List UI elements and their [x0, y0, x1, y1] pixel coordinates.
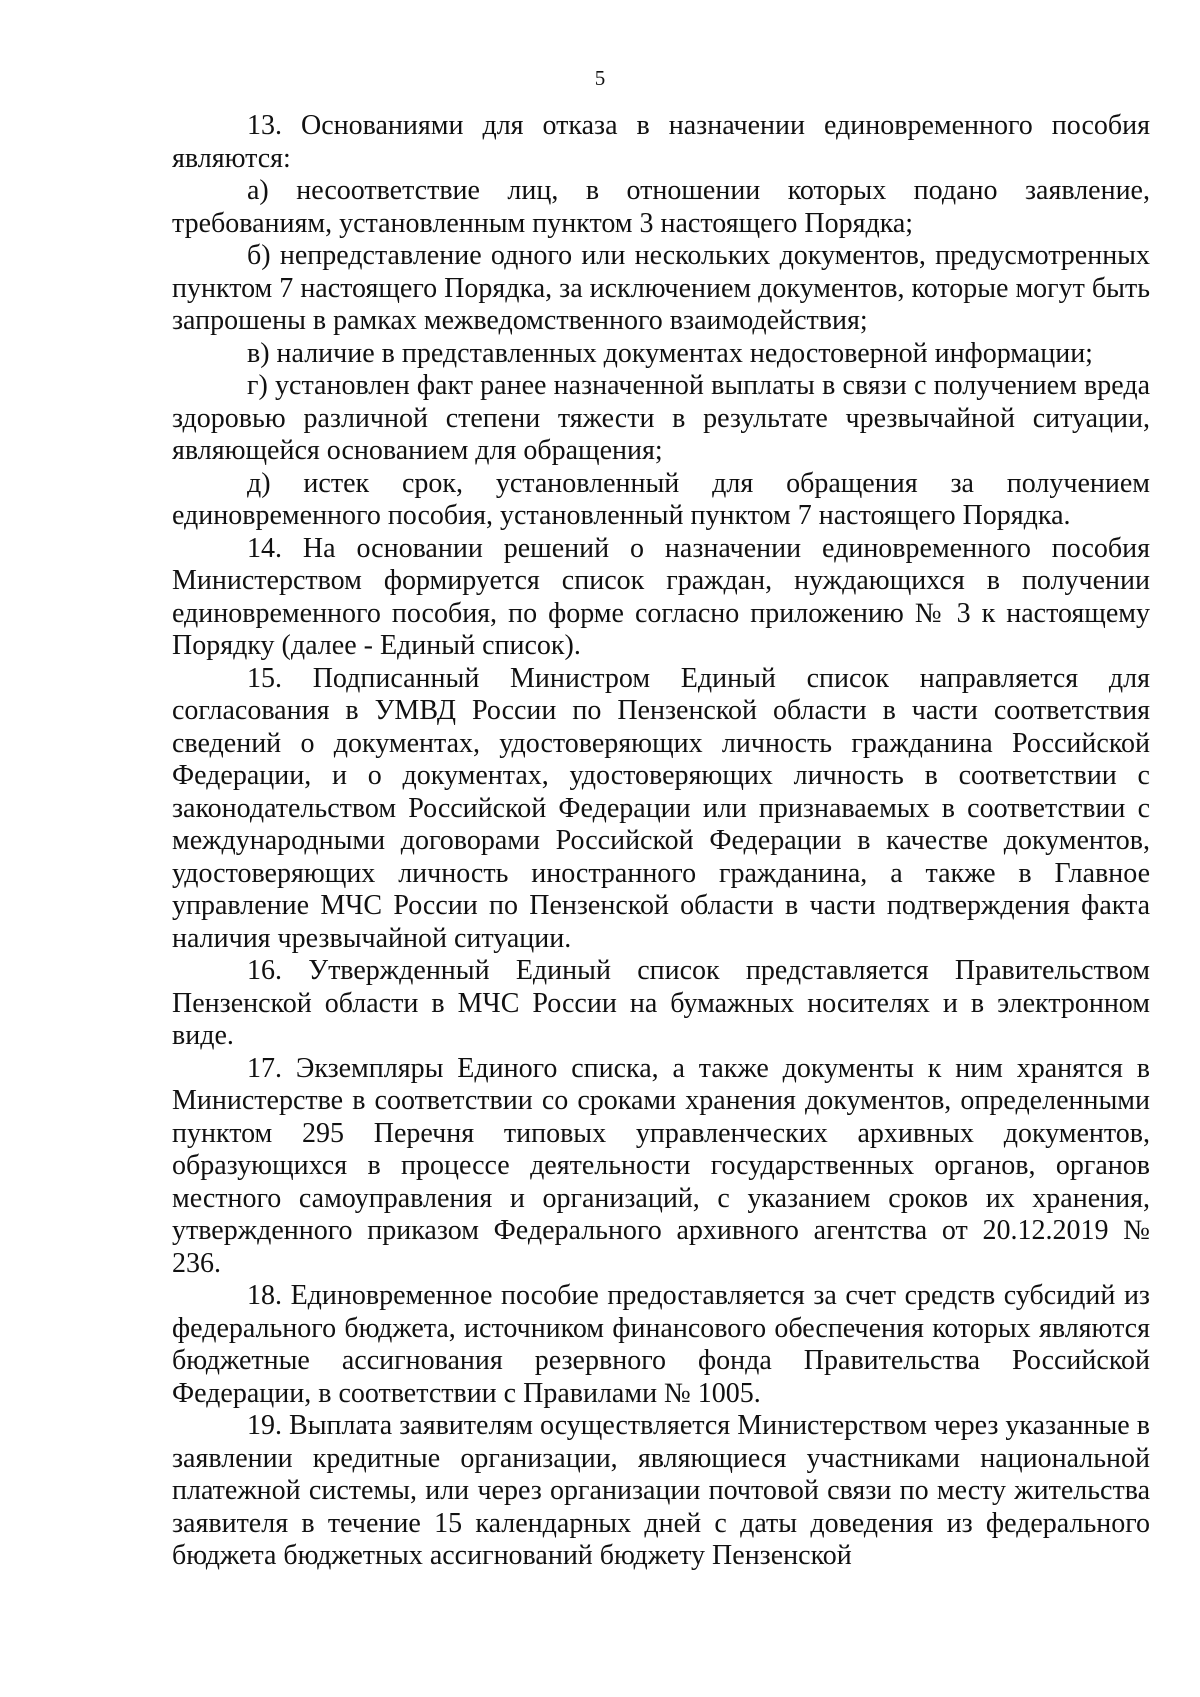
paragraph-15: 15. Подписанный Министром Единый список направляется для согласования в УМВД России по Пензенской области в части соответствия сведений о документах, удостоверяющих личность гражданина Российской Федерации, и о документах, удостоверяющих личность в соответствии с законодательством Российской Федерации или признаваемых в соответствии с международными договорами Российской Федерации в качестве документов, удостоверяющих личность иностранного гражданина, а также в Главное управление МЧС России по Пензенской области в части подтверждения факта наличия чрезвычайной ситуации.	[172, 662, 1150, 954]
paragraph-17: 17. Экземпляры Единого списка, а также документы к ним хранятся в Министерстве в соответствии со сроками хранения документов, определенными пунктом 295 Перечня типовых управленческих архивных документов, образующихся в процессе деятельности государственных органов, органов местного самоуправления и организаций, с указанием сроков их хранения, утвержденного приказом Федерального архивного агентства от 20.12.2019 № 236.	[172, 1052, 1150, 1279]
page-number: 5	[594, 66, 606, 90]
paragraph-16: 16. Утвержденный Единый список представляется Правительством Пензенской области в МЧС России на бумажных носителях и в электронном виде.	[172, 955, 1150, 1051]
item-b: б) непредставление одного или нескольких документов, предусмотренных пунктом 7 настоящего Порядка, за исключением документов, которые могут быть запрошены в рамках межведомственного взаимодействия;	[172, 240, 1150, 336]
paragraph-18: 18. Единовременное пособие предоставляется за счет средств субсидий из федерального бюджета, источником финансового обеспечения которых являются бюджетные ассигнования резервного фонда Правительства Российской Федерации, в соответствии с Правилами № 1005.	[172, 1280, 1150, 1409]
item-a: а) несоответствие лиц, в отношении которых подано заявление, требованиям, установленным пунктом 3 настоящего Порядка;	[172, 175, 1150, 239]
item-g: г) установлен факт ранее назначенной выплаты в связи с получением вреда здоровью различной степени тяжести в результате чрезвычайной ситуации, являющейся основанием для обращения;	[172, 370, 1150, 466]
item-d: д) истек срок, установленный для обращения за получением единовременного пособия, установленный пунктом 7 настоящего Порядка.	[172, 467, 1150, 531]
paragraph-14: 14. На основании решений о назначении единовременного пособия Министерством формируется список граждан, нуждающихся в получении единовременного пособия, по форме согласно приложению № 3 к настоящему Порядку (далее - Единый список).	[172, 532, 1150, 661]
item-v: в) наличие в представленных документах недостоверной информации;	[247, 337, 1093, 369]
paragraph-19: 19. Выплата заявителям осуществляется Министерством через указанные в заявлении кредитные организации, являющиеся участниками национальной платежной системы, или через организации почтовой связи по месту жительства заявителя в течение 15 календарных дней с даты доведения из федерального бюджета бюджетных ассигнований бюджету Пензенской	[172, 1410, 1150, 1571]
document-body	[172, 110, 1150, 1573]
paragraph-13: 13. Основаниями для отказа в назначении единовременного пособия являются:	[172, 110, 1150, 174]
